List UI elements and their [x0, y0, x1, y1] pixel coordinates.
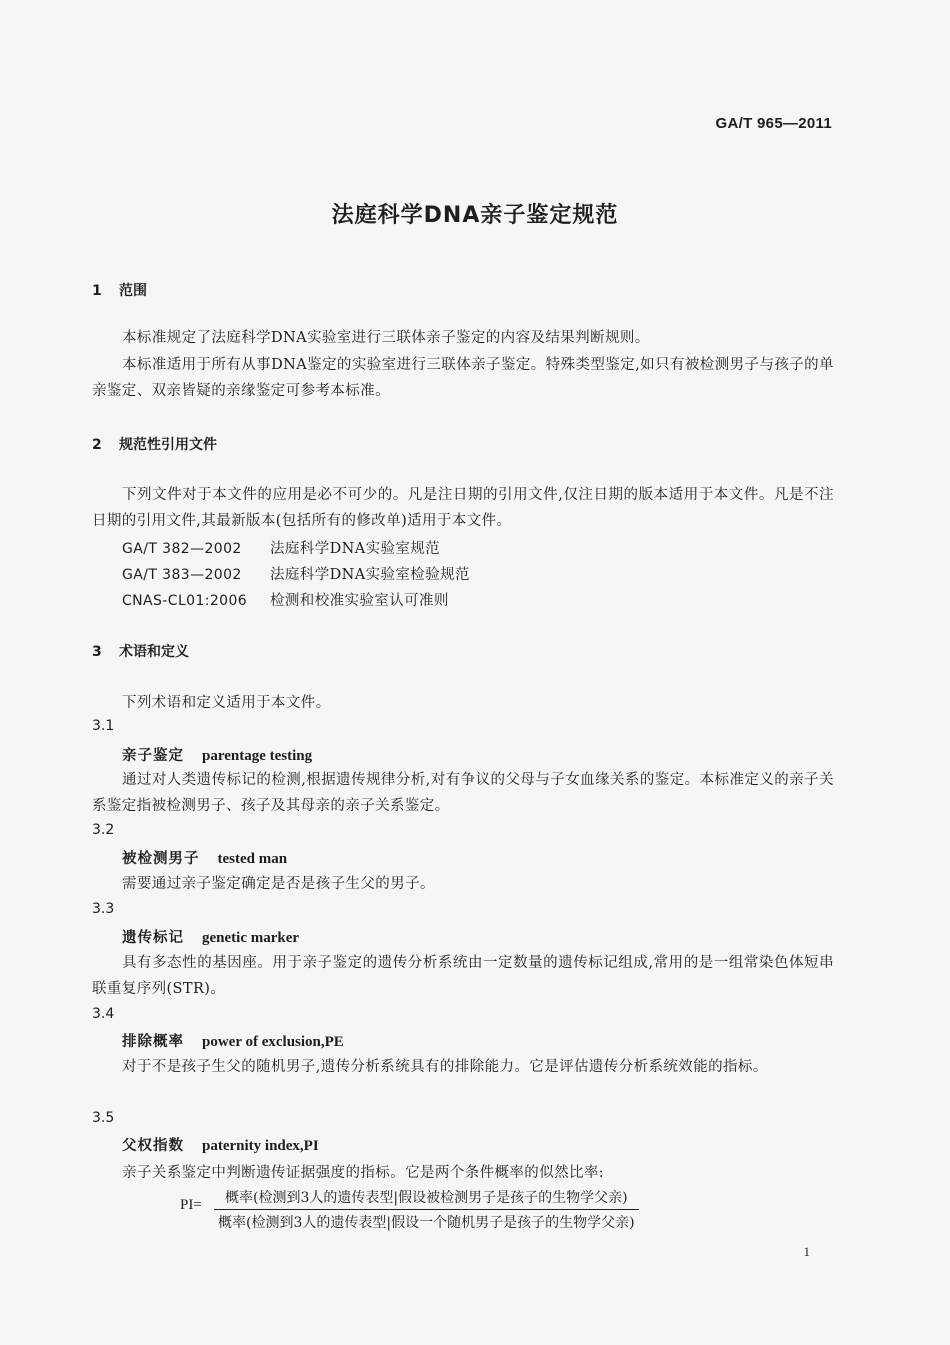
term-definition: 需要通过亲子鉴定确定是否是孩子生父的男子。 — [122, 876, 435, 892]
clause-number: 3.1 — [92, 718, 115, 734]
section-1-heading — [92, 280, 147, 300]
term-chinese: 排除概率 — [122, 1034, 184, 1050]
section-1-paragraph-2: 本标准适用于所有从事DNA鉴定的实验室进行三联体亲子鉴定。特殊类型鉴定,如只有被检测男子与孩子的单亲鉴定、双亲皆疑的亲缘鉴定可参考本标准。 — [92, 357, 834, 399]
section-number: 1 — [92, 283, 102, 299]
standard-code: GA/T 965—2011 — [715, 115, 832, 132]
term-english: parentage testing — [202, 748, 313, 764]
formula-denominator: 概率(检测到3人的遗传表型|假设一个随机男子是孩子的生物学父亲) — [218, 1215, 635, 1231]
reference-title: 法庭科学DNA实验室规范 — [270, 541, 441, 557]
term-english: paternity index,PI — [202, 1138, 319, 1154]
term-chinese: 被检测男子 — [122, 851, 200, 867]
reference-item — [122, 589, 449, 610]
term-chinese: 遗传标记 — [122, 930, 184, 946]
formula-fraction — [214, 1187, 639, 1232]
term-definition: 亲子关系鉴定中判断遗传证据强度的指标。它是两个条件概率的似然比率: — [122, 1165, 605, 1181]
term-english: genetic marker — [202, 930, 300, 946]
term-heading — [122, 1134, 319, 1155]
page-number: 1 — [803, 1244, 810, 1259]
reference-title: 检测和校准实验室认可准则 — [270, 593, 449, 609]
reference-title: 法庭科学DNA实验室检验规范 — [270, 567, 470, 583]
clause-number: 3.5 — [92, 1110, 115, 1126]
term-heading — [122, 847, 287, 868]
term-heading — [122, 744, 312, 765]
formula-numerator: 概率(检测到3人的遗传表型|假设被检测男子是孩子的生物学父亲) — [214, 1187, 639, 1210]
section-number: 2 — [92, 437, 102, 453]
section-1-paragraph-1: 本标准规定了法庭科学DNA实验室进行三联体亲子鉴定的内容及结果判断规则。 — [122, 330, 650, 346]
term-english: power of exclusion,PE — [202, 1034, 344, 1050]
term-definition: 对于不是孩子生父的随机男子,遗传分析系统具有的排除能力。它是评估遗传分析系统效能的指标。 — [122, 1059, 768, 1075]
section-2-heading — [92, 434, 217, 454]
document-title: 法庭科学DNA亲子鉴定规范 — [331, 203, 619, 228]
clause-number: 3.3 — [92, 901, 115, 917]
term-definition: 具有多态性的基因座。用于亲子鉴定的遗传分析系统由一定数量的遗传标记组成,常用的是一组常染色体短串联重复序列(STR)。 — [92, 955, 834, 997]
reference-item — [122, 563, 470, 584]
section-number: 3 — [92, 644, 102, 660]
reference-code: CNAS-CL01:2006 — [122, 593, 248, 609]
section-3-intro: 下列术语和定义适用于本文件。 — [122, 695, 331, 711]
section-2-paragraph-1: 下列文件对于本文件的应用是必不可少的。凡是注日期的引用文件,仅注日期的版本适用于本文件。凡是不注日期的引用文件,其最新版本(包括所有的修改单)适用于本文件。 — [92, 487, 834, 529]
section-title: 范围 — [119, 283, 147, 299]
section-3-heading — [92, 641, 189, 661]
reference-item — [122, 537, 440, 558]
term-definition: 通过对人类遗传标记的检测,根据遗传规律分析,对有争议的父母与子女血缘关系的鉴定。本标准定义的亲子关系鉴定指被检测男子、孩子及其母亲的亲子关系鉴定。 — [92, 772, 834, 814]
clause-number: 3.2 — [92, 822, 115, 838]
reference-code: GA/T 382—2002 — [122, 541, 242, 557]
clause-number: 3.4 — [92, 1006, 115, 1022]
section-title: 规范性引用文件 — [119, 437, 217, 453]
term-heading — [122, 926, 299, 947]
reference-code: GA/T 383—2002 — [122, 567, 242, 583]
term-chinese: 父权指数 — [122, 1138, 184, 1154]
formula-lhs: PI= — [180, 1197, 202, 1213]
term-heading — [122, 1030, 344, 1051]
term-english: tested man — [217, 851, 288, 867]
term-chinese: 亲子鉴定 — [122, 748, 184, 764]
section-title: 术语和定义 — [119, 644, 189, 660]
